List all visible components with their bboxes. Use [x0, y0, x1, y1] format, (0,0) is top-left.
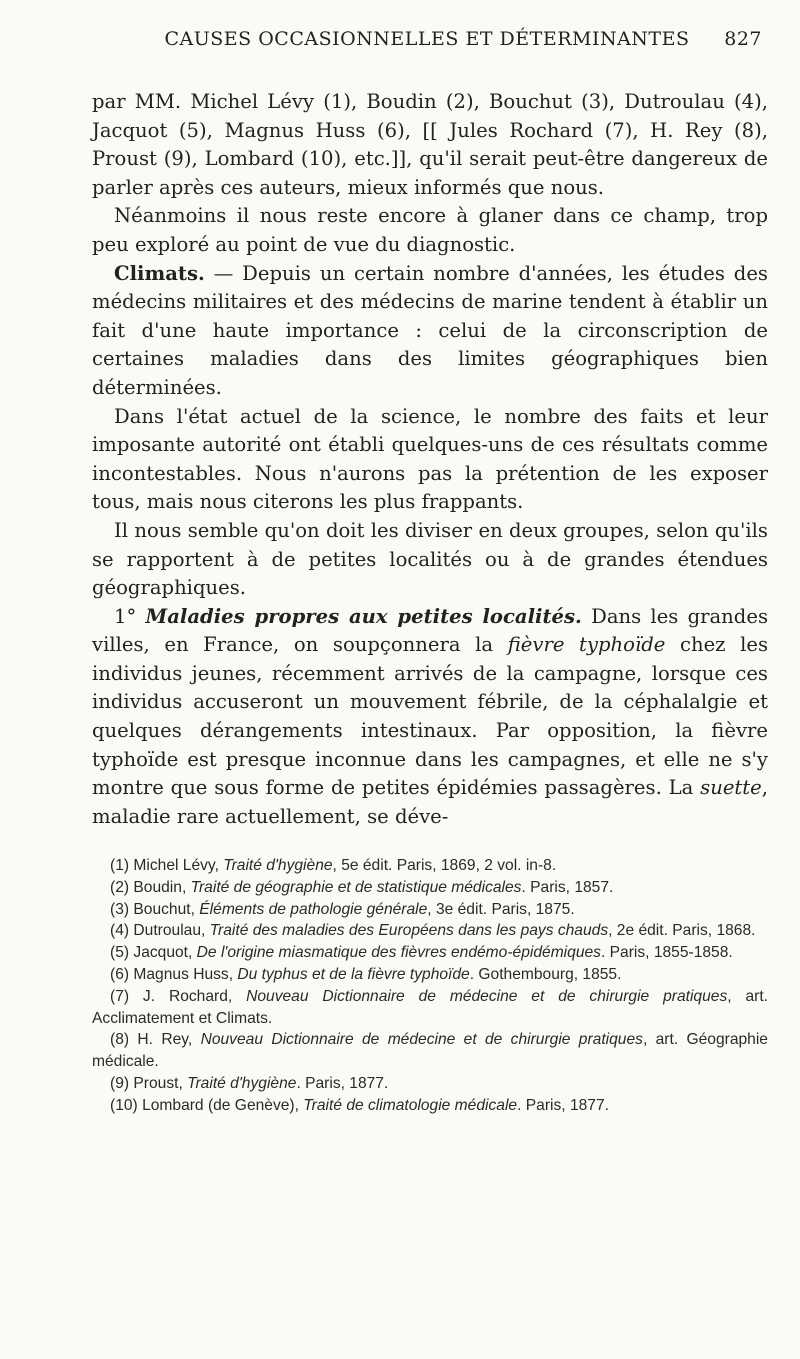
- footnote-title: Éléments de pathologie générale: [199, 900, 428, 918]
- list-number: 1°: [114, 604, 146, 628]
- footnote-details: . Gothembourg, 1855.: [469, 965, 622, 983]
- footnote-title: Nouveau Dictionnaire de médecine et de chirurgie pratiques: [200, 1031, 643, 1049]
- footnote-author: (6) Magnus Huss,: [110, 965, 238, 983]
- footnote-details: . Paris, 1855-1858.: [600, 944, 733, 962]
- footnote: [92, 1095, 768, 1117]
- footnote-author: (8) H. Rey,: [110, 1031, 201, 1049]
- main-text: [92, 88, 768, 831]
- footnote-title: Traité d'hygiène: [187, 1074, 297, 1092]
- footnote-details: , art. Géographie médicale.: [92, 1031, 768, 1071]
- footnote: [92, 920, 768, 942]
- footnote-title: Du typhus et de la fièvre typhoïde: [237, 965, 470, 983]
- footnote-details: , 2e édit. Paris, 1868.: [608, 922, 756, 940]
- footnote-author: (3) Bouchut,: [110, 900, 200, 918]
- footnote: [92, 986, 768, 1030]
- section-heading: Climats.: [114, 261, 205, 285]
- paragraph-text: chez les individus jeunes, récemment arrivés de la campagne, lorsque ces individus accuseront un mouvement fébrile, de la céphalalgie et quelques dérangements intestinaux. Par opposition, la fièvre typhoïde est presque inconnue dans les campagnes, et elle ne s'y montre que sous forme de petites épidémies passagères. La: [92, 633, 769, 800]
- footnote-details: . Paris, 1877.: [517, 1096, 609, 1114]
- paragraph: Néanmoins il nous reste encore à glaner dans ce champ, trop peu exploré au point de vue du diagnostic.: [92, 204, 768, 256]
- paragraph-text: , maladie rare actuellement, se déve-: [92, 776, 768, 828]
- emphasis: suette: [700, 776, 762, 800]
- footnote-details: . Paris, 1857.: [521, 878, 614, 896]
- footnote: [92, 1029, 768, 1073]
- footnote-author: (4) Dutroulau,: [110, 922, 210, 940]
- subsection-heading: Maladies propres aux petites localités.: [145, 604, 582, 628]
- paragraph: [92, 260, 768, 403]
- footnotes: [92, 855, 768, 1117]
- footnote-details: . Paris, 1877.: [296, 1074, 389, 1092]
- footnote: [92, 1073, 768, 1095]
- footnote-title: Traité de géographie et de statistique médicales: [190, 878, 522, 896]
- paragraph: par MM. Michel Lévy (1), Boudin (2), Bouchut (3), Dutroulau (4), Jacquot (5), Magnus Huss (6), [[ Jules Rochard (7), H. Rey (8), Proust (9), Lombard (10), etc.]], qu'il serait peut-être dangereux de parler après ces auteurs, mieux informés que nous.: [92, 90, 768, 199]
- footnote-author: (7) J. Rochard,: [110, 987, 247, 1005]
- footnote-author: (10) Lombard (de Genève),: [110, 1096, 304, 1114]
- footnote-details: , 3e édit. Paris, 1875.: [427, 900, 575, 918]
- paragraph-text: — Depuis un certain nombre d'années, les études des médecins militaires et des médecins de marine tendent à établir un fait d'une haute importance : celui de la circonscription de certaines maladies dans des limites géographiques bien déterminées.: [92, 261, 768, 399]
- paragraph: [92, 603, 768, 832]
- footnote-title: Nouveau Dictionnaire de médecine et de chirurgie pratiques: [246, 987, 728, 1005]
- footnote: [92, 855, 768, 877]
- footnote: [92, 942, 768, 964]
- paragraph: Il nous semble qu'on doit les diviser en deux groupes, selon qu'ils se rapportent à de petites localités ou à de grandes étendues géographiques.: [92, 518, 768, 600]
- footnote-details: , 5e édit. Paris, 1869, 2 vol. in-8.: [332, 857, 557, 874]
- emphasis: fièvre typhoïde: [507, 633, 666, 657]
- footnote-title: Traité de climatologie médicale: [303, 1096, 518, 1114]
- paragraph: Dans l'état actuel de la science, le nombre des faits et leur imposante autorité ont établi quelques-uns de ces résultats comme incontestables. Nous n'aurons pas la prétention de les exposer tous, mais nous citerons les plus frappants.: [92, 404, 768, 514]
- footnote-details: , art. Acclimatement et Climats.: [92, 987, 768, 1027]
- footnote-author: (2) Boudin,: [110, 878, 191, 896]
- footnote-author: (9) Proust,: [110, 1074, 188, 1092]
- footnote-author: (5) Jacquot,: [110, 944, 197, 962]
- footnote-title: Traité des maladies des Européens dans les pays chauds: [209, 922, 609, 940]
- footnote: [92, 877, 768, 899]
- paragraph-text: Dans les grandes villes, en France, on soupçonnera la: [92, 604, 768, 657]
- footnote-author: (1) Michel Lévy,: [110, 857, 224, 874]
- page-number: 827: [724, 28, 762, 50]
- footnote-title: De l'origine miasmatique des fièvres endémo-épidémiques: [196, 944, 601, 962]
- footnote: [92, 964, 768, 986]
- running-title: CAUSES OCCASIONNELLES ET DÉTERMINANTES: [164, 28, 690, 50]
- footnote-title: Traité d'hygiène: [223, 857, 333, 874]
- running-header: [92, 28, 762, 58]
- footnote: [92, 899, 768, 921]
